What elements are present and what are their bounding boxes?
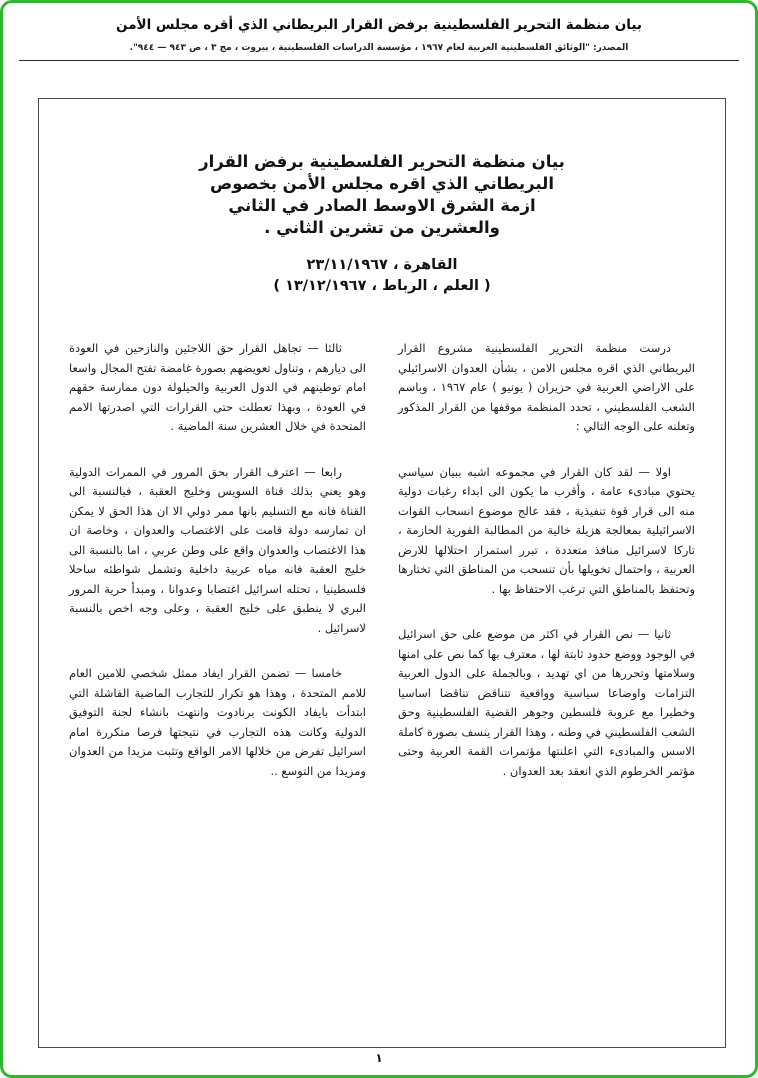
document-title-line-1: بيان منظمة التحرير الفلسطينية برفض القرار <box>199 152 565 171</box>
paragraph-third: ثالثا — تجاهل القرار حق اللاجئين والنازحين في العودة الى ديارهم ، وتناول تعويضهم بصورة غامضة تفتح المجال واسعا امام توطينهم في الدول العربية والحيلولة دون ممارسة حقهم في العودة ، وبهذا تعطلت حتى القرارات التي اصدرتها الامم المتحدة في خلال العشرين سنة الماضية . <box>69 341 366 433</box>
column-right <box>398 339 695 807</box>
document-title-line-4: والعشرين من تشرين الثاني . <box>264 218 500 237</box>
datelines <box>39 255 725 297</box>
paragraph-fifth: خامسا — تضمن القرار ايفاد ممثل شخصي للامين العام للامم المتحدة ، وهذا هو تكرار للتجارب الماضية الفاشلة التي ابتدأت بايفاد الكونت برنادوت وانتهت بانشاء لجنة التوفيق الدولية وكانت هذه التجارب في نتيجتها فرصا متكررة امام اسرائيل تفرض من خلالها الامر الواقع وتثبت مزيدا من العدوان ومزيدا من التوسع .. <box>69 666 366 778</box>
document-columns <box>39 339 725 807</box>
paragraph-fourth: رابعا — اعترف القرار بحق المرور في الممرات الدولية وهو يعني بذلك قناة السويس وخليج العقبة ، فبالنسبة الى القناة فانه مع التسليم بانها ممر دولي الا ان هذا الحق لا يمكن ان تمارسه دولة قامت على الاغتصاب والعدوان ، وخاصة ان هذا الاغتصاب والعدوان واقع على وطن عربي ، اما بالنسبة الى خليج العقبة فانه مياه عربية داخلية وتشمل شواطئه ساحلا فلسطينيا ، تحتله اسرائيل اغتصابا وعدوانا ، ومبدأ حرية المرور البري لا ينطبق على خليج العقبة ، وعلى وجه اخص بالنسبة لاسرائيل . <box>69 464 366 635</box>
header-divider <box>19 60 739 61</box>
page-header <box>3 3 755 53</box>
page-number: ١ <box>375 1051 383 1065</box>
dateline-alam-rabat: ( العلم ، الرباط ، ١٣/١٢/١٩٦٧ ) <box>273 278 491 294</box>
paragraph-first: اولا — لقد كان القرار في مجموعه اشبه ببيان سياسي يحتوي مبادىء عامة ، وأقرب ما يكون الى ابداء رغبات دولية منه الى قرار قوة تنفيذية ، فقد عالج موضوع انسحاب القوات الاسرائيلية بمعالجة هزيلة خالية من المطالبة الفورية الحازمة ، تاركا لاسرائيل منافذ متعددة ، تبرر استمرار احتلالها للارض العربية ، واحتمال تخويلها بأن تنسحب من المناطق التي تختارها وتحتفظ بالمناطق التي ترغب الاحتفاظ بها . <box>398 464 695 596</box>
column-left <box>69 339 366 807</box>
paragraph-second: ثانيا — نص القرار في اكثر من موضع على حق اسرائيل في الوجود ووضع حدود ثابتة لها ، معترف بها كما نص على امنها وسلامتها وتحررها من اي تهديد ، وبالجملة على الدول العربية التزامات واوضاعا سياسية وواقعية تتناقض تناقضا اساسيا وخطيرا مع عروبة فلسطين وجوهر القضية الفلسطينية وحق الشعب الفلسطيني في وطنه ، وهذا القرار ينسف بصورة كاملة الاسس والمبادىء التي اعلنتها مؤتمرات القمة العربية وحتى مؤتمر الخرطوم الذي انعقد بعد العدوان . <box>398 627 695 778</box>
dateline-cairo: القاهرة ، ٢٣/١١/١٩٦٧ <box>306 257 458 273</box>
document-scan <box>38 98 726 1048</box>
document-title-line-2: البريطاني الذي اقره مجلس الأمن بخصوص <box>210 174 554 193</box>
paragraph-intro: درست منظمة التحرير الفلسطينية مشروع القرار البريطاني الذي اقره مجلس الامن ، بشأن العدوان الاسرائيلي على الاراضي العربية في حزيران ( يونيو ) عام ١٩٦٧ ، وباسم الشعب الفلسطيني ، تحدد المنظمة موقفها من القرار المذكور وتعلنه على الوجه التالي : <box>398 341 695 433</box>
document-title <box>39 151 725 239</box>
page-title: بيان منظمة التحرير الفلسطينية برفض القرار البريطاني الذي أقره مجلس الأمن <box>116 17 642 33</box>
source-line: المصدر: "الوثائق الفلسطينية العربية لعام ١٩٦٧ ، مؤسسة الدراسات الفلسطينية ، بيروت ، مج ٣ ، ص ٩٤٣ — ٩٤٤". <box>129 43 629 53</box>
document-title-line-3: ازمة الشرق الاوسط الصادر في الثاني <box>228 196 536 215</box>
